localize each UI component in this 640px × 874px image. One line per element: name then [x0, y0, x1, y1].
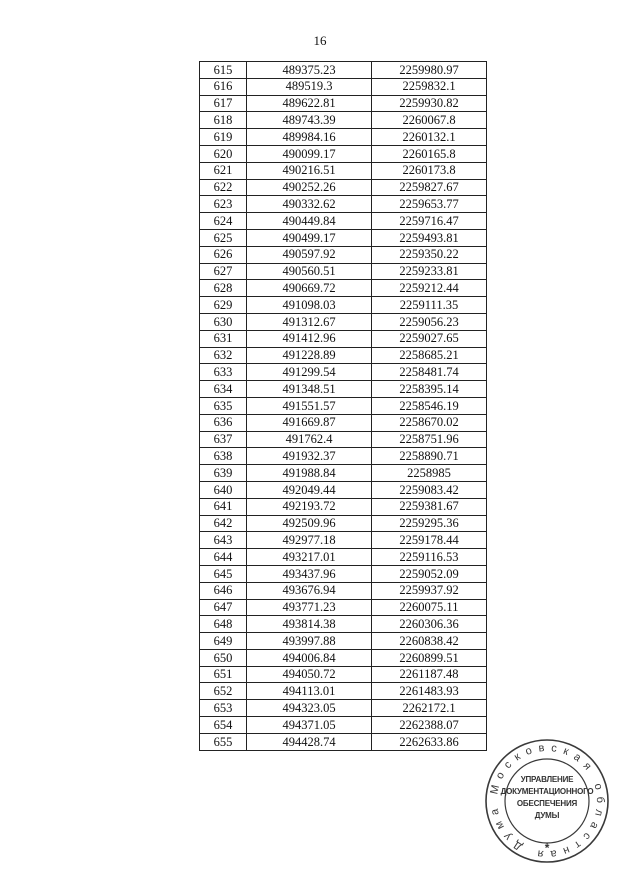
x-coordinate-cell: 490216.51 [247, 162, 372, 179]
table-row [200, 62, 487, 79]
y-coordinate-cell: 2260067.8 [372, 112, 487, 129]
point-number-cell: 620 [200, 145, 247, 162]
x-coordinate-cell: 489519.3 [247, 78, 372, 95]
stamp-line-2: ДОКУМЕНТАЦИОННОГО [500, 787, 594, 796]
x-coordinate-cell: 489375.23 [247, 62, 372, 79]
point-number-cell: 647 [200, 599, 247, 616]
point-number-cell: 636 [200, 414, 247, 431]
x-coordinate-cell: 494050.72 [247, 666, 372, 683]
table-row [200, 649, 487, 666]
x-coordinate-cell: 492193.72 [247, 498, 372, 515]
y-coordinate-cell: 2260306.36 [372, 616, 487, 633]
table-row [200, 582, 487, 599]
x-coordinate-cell: 491299.54 [247, 364, 372, 381]
table-row [200, 431, 487, 448]
table-row [200, 397, 487, 414]
point-number-cell: 639 [200, 465, 247, 482]
y-coordinate-cell: 2258985 [372, 465, 487, 482]
x-coordinate-cell: 494428.74 [247, 733, 372, 750]
point-number-cell: 635 [200, 397, 247, 414]
x-coordinate-cell: 489984.16 [247, 129, 372, 146]
x-coordinate-cell: 493437.96 [247, 565, 372, 582]
x-coordinate-cell: 491669.87 [247, 414, 372, 431]
y-coordinate-cell: 2259937.92 [372, 582, 487, 599]
coordinates-table [199, 61, 487, 751]
x-coordinate-cell: 490252.26 [247, 179, 372, 196]
table-row [200, 330, 487, 347]
x-coordinate-cell: 494323.05 [247, 700, 372, 717]
x-coordinate-cell: 493771.23 [247, 599, 372, 616]
page-number: 16 [313, 33, 327, 48]
y-coordinate-cell: 2259116.53 [372, 549, 487, 566]
y-coordinate-cell: 2260165.8 [372, 145, 487, 162]
y-coordinate-cell: 2259052.09 [372, 565, 487, 582]
x-coordinate-cell: 491412.96 [247, 330, 372, 347]
y-coordinate-cell: 2259832.1 [372, 78, 487, 95]
point-number-cell: 634 [200, 381, 247, 398]
x-coordinate-cell: 491762.4 [247, 431, 372, 448]
y-coordinate-cell: 2259027.65 [372, 330, 487, 347]
table-row [200, 280, 487, 297]
table-row [200, 347, 487, 364]
table-row [200, 196, 487, 213]
x-coordinate-cell: 492509.96 [247, 515, 372, 532]
point-number-cell: 654 [200, 717, 247, 734]
point-number-cell: 653 [200, 700, 247, 717]
table-row [200, 616, 487, 633]
point-number-cell: 641 [200, 498, 247, 515]
point-number-cell: 650 [200, 649, 247, 666]
y-coordinate-cell: 2259930.82 [372, 95, 487, 112]
y-coordinate-cell: 2259083.42 [372, 481, 487, 498]
table-row [200, 666, 487, 683]
x-coordinate-cell: 491312.67 [247, 313, 372, 330]
y-coordinate-cell: 2259381.67 [372, 498, 487, 515]
point-number-cell: 629 [200, 297, 247, 314]
table-row [200, 213, 487, 230]
point-number-cell: 626 [200, 246, 247, 263]
point-number-cell: 642 [200, 515, 247, 532]
point-number-cell: 644 [200, 549, 247, 566]
table-row [200, 717, 487, 734]
point-number-cell: 651 [200, 666, 247, 683]
table-row [200, 297, 487, 314]
point-number-cell: 631 [200, 330, 247, 347]
x-coordinate-cell: 489743.39 [247, 112, 372, 129]
stamp-ring-text: Московская областная Дума [488, 742, 607, 860]
table-row [200, 95, 487, 112]
y-coordinate-cell: 2259233.81 [372, 263, 487, 280]
table-row [200, 145, 487, 162]
table-row [200, 229, 487, 246]
y-coordinate-cell: 2259980.97 [372, 62, 487, 79]
y-coordinate-cell: 2259827.67 [372, 179, 487, 196]
x-coordinate-cell: 491228.89 [247, 347, 372, 364]
x-coordinate-cell: 490669.72 [247, 280, 372, 297]
point-number-cell: 643 [200, 532, 247, 549]
point-number-cell: 625 [200, 229, 247, 246]
point-number-cell: 633 [200, 364, 247, 381]
y-coordinate-cell: 2258751.96 [372, 431, 487, 448]
point-number-cell: 646 [200, 582, 247, 599]
coordinates-table-body [200, 62, 487, 751]
y-coordinate-cell: 2259295.36 [372, 515, 487, 532]
x-coordinate-cell: 493814.38 [247, 616, 372, 633]
y-coordinate-cell: 2258670.02 [372, 414, 487, 431]
point-number-cell: 621 [200, 162, 247, 179]
point-number-cell: 637 [200, 431, 247, 448]
y-coordinate-cell: 2259493.81 [372, 229, 487, 246]
point-number-cell: 622 [200, 179, 247, 196]
x-coordinate-cell: 491551.57 [247, 397, 372, 414]
table-row [200, 78, 487, 95]
table-row [200, 129, 487, 146]
x-coordinate-cell: 493997.88 [247, 633, 372, 650]
table-row [200, 633, 487, 650]
point-number-cell: 649 [200, 633, 247, 650]
table-row [200, 465, 487, 482]
table-row [200, 246, 487, 263]
y-coordinate-cell: 2262172.1 [372, 700, 487, 717]
stamp-line-1: УПРАВЛЕНИЕ [520, 775, 574, 784]
y-coordinate-cell: 2260075.11 [372, 599, 487, 616]
y-coordinate-cell: 2258685.21 [372, 347, 487, 364]
point-number-cell: 623 [200, 196, 247, 213]
x-coordinate-cell: 491932.37 [247, 448, 372, 465]
point-number-cell: 640 [200, 481, 247, 498]
point-number-cell: 627 [200, 263, 247, 280]
x-coordinate-cell: 490597.92 [247, 246, 372, 263]
x-coordinate-cell: 490560.51 [247, 263, 372, 280]
table-row [200, 565, 487, 582]
x-coordinate-cell: 494371.05 [247, 717, 372, 734]
table-row [200, 414, 487, 431]
y-coordinate-cell: 2259056.23 [372, 313, 487, 330]
x-coordinate-cell: 492977.18 [247, 532, 372, 549]
table-row [200, 162, 487, 179]
point-number-cell: 617 [200, 95, 247, 112]
y-coordinate-cell: 2258546.19 [372, 397, 487, 414]
x-coordinate-cell: 490449.84 [247, 213, 372, 230]
y-coordinate-cell: 2262388.07 [372, 717, 487, 734]
table-row [200, 532, 487, 549]
table-row [200, 381, 487, 398]
x-coordinate-cell: 491348.51 [247, 381, 372, 398]
y-coordinate-cell: 2258481.74 [372, 364, 487, 381]
point-number-cell: 624 [200, 213, 247, 230]
table-row [200, 448, 487, 465]
x-coordinate-cell: 494006.84 [247, 649, 372, 666]
table-row [200, 549, 487, 566]
y-coordinate-cell: 2259653.77 [372, 196, 487, 213]
y-coordinate-cell: 2259111.35 [372, 297, 487, 314]
point-number-cell: 632 [200, 347, 247, 364]
table-row [200, 481, 487, 498]
stamp-line-3: ОБЕСПЕЧЕНИЯ [516, 799, 578, 808]
point-number-cell: 615 [200, 62, 247, 79]
x-coordinate-cell: 493676.94 [247, 582, 372, 599]
table-row [200, 733, 487, 750]
y-coordinate-cell: 2258890.71 [372, 448, 487, 465]
official-stamp [483, 737, 611, 865]
y-coordinate-cell: 2260838.42 [372, 633, 487, 650]
table-row [200, 599, 487, 616]
y-coordinate-cell: 2261483.93 [372, 683, 487, 700]
x-coordinate-cell: 490099.17 [247, 145, 372, 162]
y-coordinate-cell: 2260899.51 [372, 649, 487, 666]
point-number-cell: 645 [200, 565, 247, 582]
point-number-cell: 655 [200, 733, 247, 750]
x-coordinate-cell: 490332.62 [247, 196, 372, 213]
x-coordinate-cell: 492049.44 [247, 481, 372, 498]
x-coordinate-cell: 491988.84 [247, 465, 372, 482]
x-coordinate-cell: 494113.01 [247, 683, 372, 700]
table-row [200, 498, 487, 515]
y-coordinate-cell: 2262633.86 [372, 733, 487, 750]
table-row [200, 515, 487, 532]
table-row [200, 263, 487, 280]
point-number-cell: 628 [200, 280, 247, 297]
table-row [200, 364, 487, 381]
x-coordinate-cell: 491098.03 [247, 297, 372, 314]
point-number-cell: 618 [200, 112, 247, 129]
y-coordinate-cell: 2259178.44 [372, 532, 487, 549]
stamp-star-icon: * [544, 841, 550, 855]
point-number-cell: 619 [200, 129, 247, 146]
y-coordinate-cell: 2259212.44 [372, 280, 487, 297]
point-number-cell: 648 [200, 616, 247, 633]
table-row [200, 683, 487, 700]
table-row [200, 700, 487, 717]
table-row [200, 179, 487, 196]
x-coordinate-cell: 489622.81 [247, 95, 372, 112]
table-row [200, 112, 487, 129]
y-coordinate-cell: 2259716.47 [372, 213, 487, 230]
x-coordinate-cell: 493217.01 [247, 549, 372, 566]
x-coordinate-cell: 490499.17 [247, 229, 372, 246]
point-number-cell: 652 [200, 683, 247, 700]
point-number-cell: 616 [200, 78, 247, 95]
point-number-cell: 630 [200, 313, 247, 330]
y-coordinate-cell: 2260173.8 [372, 162, 487, 179]
y-coordinate-cell: 2260132.1 [372, 129, 487, 146]
y-coordinate-cell: 2261187.48 [372, 666, 487, 683]
point-number-cell: 638 [200, 448, 247, 465]
stamp-line-4: ДУМЫ [534, 811, 560, 820]
table-row [200, 313, 487, 330]
y-coordinate-cell: 2258395.14 [372, 381, 487, 398]
y-coordinate-cell: 2259350.22 [372, 246, 487, 263]
